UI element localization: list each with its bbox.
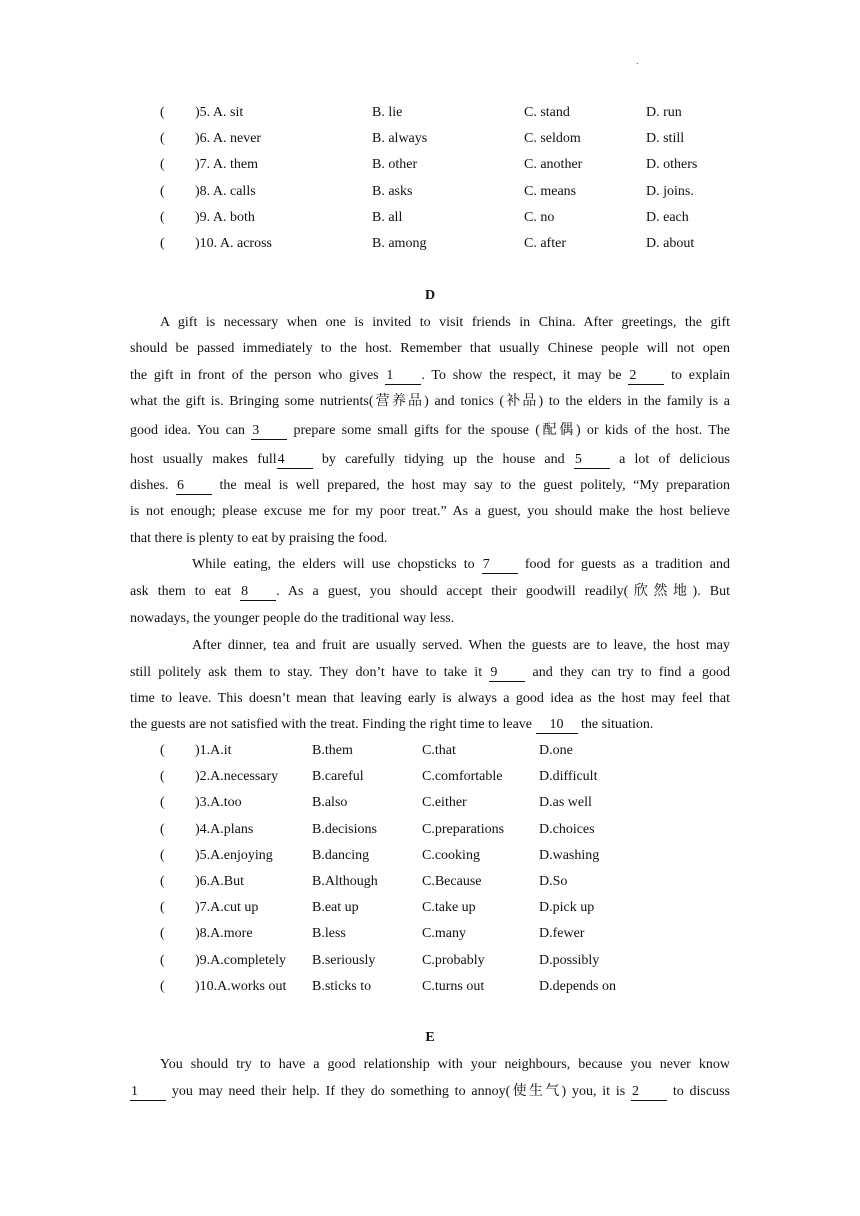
option-num: )1.A.it	[195, 743, 232, 758]
option-row	[0, 793, 860, 813]
answer-blank: 1	[385, 368, 421, 385]
option-paren: (	[160, 157, 165, 173]
option-row	[0, 872, 860, 892]
answer-blank: 10	[536, 717, 578, 734]
passage-text: ask them to eat	[130, 584, 241, 599]
passage-line	[130, 366, 730, 386]
option-num: )9. A. both	[195, 209, 255, 225]
passage-text: nowadays, the younger people do the traditional way less.	[130, 611, 455, 626]
option-row	[0, 208, 860, 228]
option-b: B. all	[372, 209, 403, 225]
option-b: B. other	[372, 157, 418, 173]
option-b: B.decisions	[312, 821, 377, 837]
passage-text: the gift in front of the person who gives	[130, 368, 386, 383]
option-paren: (	[160, 769, 165, 785]
option-c: C. another	[524, 157, 583, 173]
passage-text: to explain	[664, 368, 730, 383]
option-num: )5.A.enjoying	[195, 847, 273, 863]
passage-text: prepare some small gifts for the spouse (配偶) or kids of the host. The	[287, 423, 730, 438]
option-num: )6. A. never	[195, 131, 262, 147]
option-num: )9.A.completely	[195, 952, 286, 968]
option-row	[0, 951, 860, 971]
option-paren: (	[160, 874, 165, 889]
answer-blank: 2	[628, 368, 664, 385]
option-b: B.Although	[312, 874, 378, 889]
passage-text: You should try to have a good relationship with your neighbours, because you never know	[160, 1057, 730, 1072]
passage-text: the meal is well prepared, the host may say to the guest politely, “My preparation	[211, 478, 730, 493]
option-paren: (	[160, 236, 165, 251]
option-c: C. no	[524, 209, 555, 225]
passage-line	[130, 502, 730, 522]
answer-blank: 1	[130, 1084, 166, 1101]
passage-line	[130, 339, 730, 359]
option-num: )6.A.But	[195, 874, 244, 889]
option-c: C. means	[524, 183, 577, 199]
passage-line	[130, 421, 730, 441]
option-row	[0, 898, 860, 918]
option-row	[0, 767, 860, 787]
option-d: D.washing	[539, 847, 600, 863]
passage-text: and they can try to find a good	[525, 665, 731, 680]
option-d: D.one	[539, 743, 573, 758]
section-e-title: E	[425, 1030, 435, 1045]
passage-line	[130, 582, 730, 602]
answer-blank: 4	[277, 452, 313, 469]
option-b: B.sticks to	[312, 978, 372, 994]
answer-blank: 7	[482, 557, 518, 574]
option-d: D.pick up	[539, 900, 595, 916]
option-b: B.them	[312, 743, 353, 758]
option-c: C.probably	[422, 952, 485, 968]
passage-text: After dinner, tea and fruit are usually served. When the guests are to leave, the host may	[192, 638, 730, 653]
option-row	[0, 741, 860, 761]
answer-blank: 3	[251, 423, 287, 440]
option-c: C.turns out	[422, 978, 485, 994]
passage-line	[130, 609, 730, 629]
passage-text: While eating, the elders will use chopsticks to	[192, 557, 482, 572]
option-num: )5. A. sit	[195, 105, 244, 120]
answer-blank: 2	[631, 1084, 667, 1101]
passage-text: . To show the respect, it may be	[421, 368, 629, 383]
option-row	[0, 155, 860, 175]
option-c: C.cooking	[422, 847, 480, 863]
option-b: B. always	[372, 131, 428, 147]
option-num: )4.A.plans	[195, 821, 254, 837]
option-d: D.fewer	[539, 926, 585, 942]
option-paren: (	[160, 978, 165, 994]
answer-blank: 5	[574, 452, 610, 469]
passage-text: time to leave. This doesn’t mean that leaving early is always a good idea as the host may feel that	[130, 691, 730, 706]
option-paren: (	[160, 795, 165, 811]
passage-text: A gift is necessary when one is invited to visit friends in China. After greetings, the gift	[160, 315, 730, 330]
option-b: B.dancing	[312, 847, 370, 863]
option-paren: (	[160, 209, 165, 225]
option-d: D.So	[539, 874, 568, 889]
option-paren: (	[160, 900, 165, 916]
option-c: C.take up	[422, 900, 476, 916]
option-paren: (	[160, 743, 165, 758]
passage-line	[130, 476, 730, 496]
passage-text: a lot of delicious	[609, 452, 730, 467]
passage-text: . As a guest, you should accept their goodwill readily(欣然地). But	[276, 584, 730, 599]
option-row	[0, 103, 860, 123]
option-c: C.preparations	[422, 821, 505, 837]
option-d: D. others	[646, 157, 698, 173]
option-b: B.eat up	[312, 900, 359, 916]
passage-text: dishes.	[130, 478, 176, 493]
option-num: )7.A.cut up	[195, 900, 259, 916]
passage-text: what the gift is. Bringing some nutrients(营养品) and tonics (补品) to the elders in the family is a	[130, 394, 730, 409]
option-num: )8.A.more	[195, 926, 253, 942]
option-b: B.less	[312, 926, 346, 942]
option-num: )3.A.too	[195, 795, 242, 811]
option-c: C. stand	[524, 105, 570, 120]
option-c: C.either	[422, 795, 467, 811]
option-row	[0, 846, 860, 866]
passage-line	[130, 529, 730, 549]
option-d: D.possibly	[539, 952, 600, 968]
passage-line	[160, 313, 730, 333]
option-c: C.Because	[422, 874, 482, 889]
option-d: D. run	[646, 105, 682, 120]
page-mark: .	[636, 56, 639, 67]
passage-text: host usually makes full	[130, 452, 277, 467]
option-d: D.choices	[539, 821, 595, 837]
passage-text: the situation.	[577, 717, 654, 732]
passage-text: food for guests as a tradition and	[517, 557, 730, 572]
passage-line	[192, 636, 730, 656]
passage-text: still politely ask them to stay. They don’t have to take it	[130, 665, 490, 680]
option-num: )8. A. calls	[195, 183, 256, 199]
option-row	[0, 820, 860, 840]
option-d: D. joins.	[646, 183, 694, 199]
passage-line	[130, 1082, 730, 1102]
option-b: B. asks	[372, 183, 413, 199]
option-row	[0, 924, 860, 944]
option-row	[0, 234, 860, 254]
passage-text: should be passed immediately to the host. Remember that usually Chinese people will not open	[130, 341, 730, 356]
option-b: B.seriously	[312, 952, 376, 968]
option-b: B.careful	[312, 769, 364, 785]
option-d: D. still	[646, 131, 685, 147]
option-d: D.difficult	[539, 769, 598, 785]
option-c: C.that	[422, 743, 456, 758]
passage-text: you may need their help. If they do something to annoy(使生气) you, it is	[166, 1084, 632, 1099]
option-d: D. each	[646, 209, 689, 225]
option-d: D.as well	[539, 795, 592, 811]
passage-line	[130, 450, 730, 470]
passage-text: is not enough; please excuse me for my poor treat.” As a guest, you should make the host believe	[130, 504, 730, 519]
option-b: B.also	[312, 795, 348, 811]
option-num: )7. A. them	[195, 157, 258, 173]
answer-blank: 9	[489, 665, 525, 682]
answer-blank: 8	[240, 584, 276, 601]
option-c: C. after	[524, 236, 566, 251]
option-d: D. about	[646, 236, 695, 251]
passage-line	[192, 555, 730, 575]
option-row	[0, 977, 860, 997]
answer-blank: 6	[176, 478, 212, 495]
option-c: C.comfortable	[422, 769, 503, 785]
option-c: C.many	[422, 926, 466, 942]
option-num: )10. A. across	[195, 236, 272, 251]
option-paren: (	[160, 105, 165, 120]
option-row	[0, 129, 860, 149]
option-paren: (	[160, 821, 165, 837]
passage-text: good idea. You can	[130, 423, 252, 438]
passage-line	[130, 689, 730, 709]
passage-text: by carefully tidying up the house and	[312, 452, 574, 467]
option-row	[0, 182, 860, 202]
option-b: B. among	[372, 236, 427, 251]
option-paren: (	[160, 183, 165, 199]
passage-line	[160, 1055, 730, 1075]
option-paren: (	[160, 847, 165, 863]
section-d-title: D	[424, 288, 436, 303]
passage-line	[130, 392, 730, 412]
option-paren: (	[160, 952, 165, 968]
passage-text: to discuss	[667, 1084, 730, 1099]
passage-line	[130, 715, 730, 735]
option-num: )2.A.necessary	[195, 769, 279, 785]
option-paren: (	[160, 131, 165, 147]
option-paren: (	[160, 926, 165, 942]
option-c: C. seldom	[524, 131, 581, 147]
passage-text: the guests are not satisfied with the treat. Finding the right time to leave	[130, 717, 536, 732]
option-d: D.depends on	[539, 978, 616, 994]
passage-text: that there is plenty to eat by praising the food.	[130, 531, 388, 546]
option-b: B. lie	[372, 105, 403, 120]
option-num: )10.A.works out	[195, 978, 287, 994]
passage-line	[130, 663, 730, 683]
